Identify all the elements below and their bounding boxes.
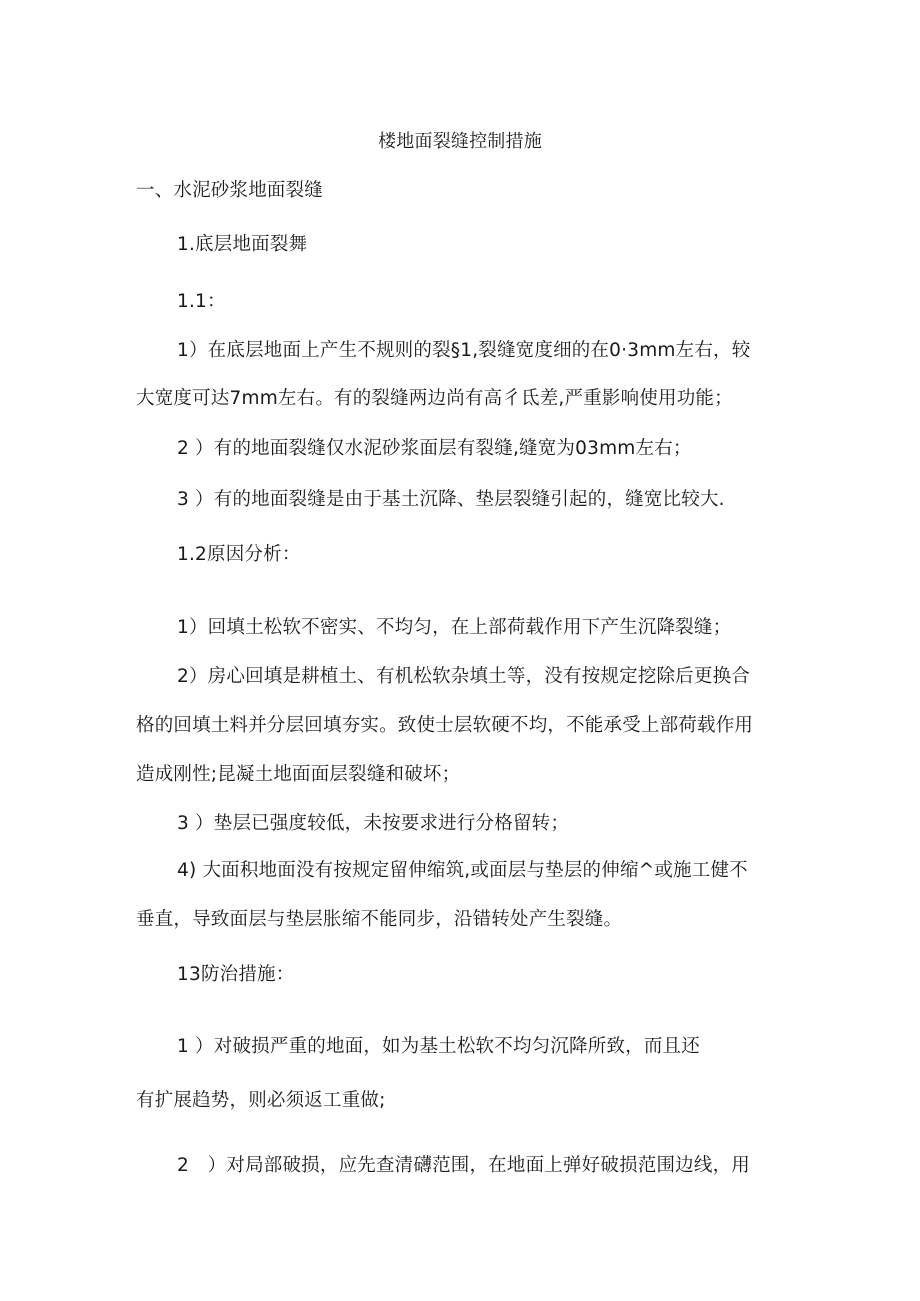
paragraph-line: 2 ）对局部破损，应先查清礴范围，在地面上弹好破损范围边线，用 bbox=[177, 1155, 750, 1176]
section-heading: 一、水泥砂浆地面裂缝 bbox=[136, 180, 324, 201]
paragraph-line: 造成刚性;昆凝土地面面层裂缝和破坏； bbox=[136, 764, 461, 785]
paragraph-line: 3 ）垫层已强度较低，未按要求进行分格留转； bbox=[177, 813, 570, 834]
paragraph-line: 垂直，导致面层与垫层胀缩不能同步，沿错转处产生裂缝。 bbox=[136, 909, 623, 930]
subsection-heading: 1.底层地面裂舞 bbox=[177, 234, 308, 255]
item-heading: 1.1： bbox=[177, 291, 226, 312]
paragraph-line: 有扩展趋势，则必须返工重做; bbox=[136, 1090, 386, 1111]
paragraph-line: 1）在底层地面上产生不规则的裂§1,裂缝宽度细的在0·3mm左右，较 bbox=[177, 340, 751, 361]
paragraph-line: 1）回填土松软不密实、不均匀，在上部荷载作用下产生沉降裂缝； bbox=[177, 617, 732, 638]
document-title: 楼地面裂缝控制措施 bbox=[378, 131, 542, 152]
paragraph-line: 4) 大面积地面没有按规定留伸缩筑,或面层与垫层的伸缩^或施工健不 bbox=[177, 860, 748, 881]
paragraph-line: 大宽度可达7mm左右。有的裂缝两边尚有高彳氐差,严重影响使用功能； bbox=[136, 388, 733, 409]
paragraph-line: 3 ）有的地面裂缝是由于基土沉降、垫层裂缝引起的，缝宽比较大. bbox=[177, 489, 725, 510]
paragraph-line: 格的回填土料并分层回填夯实。致使士层软硬不均，不能承受上部荷载作用 bbox=[136, 715, 754, 736]
item-heading: 1.2原因分析： bbox=[177, 544, 301, 565]
paragraph-line: 2 ）有的地面裂缝仅水泥砂浆面层有裂缝,缝宽为03mm左右； bbox=[177, 438, 692, 459]
paragraph-line: 1 ）对破损严重的地面，如为基土松软不均匀沉降所致，而且还 bbox=[177, 1036, 700, 1057]
item-heading: 13防治措施： bbox=[177, 964, 295, 985]
paragraph-line: 2）房心回填是耕植土、有机松软杂填土等，没有按规定挖除后更换合 bbox=[177, 666, 750, 687]
